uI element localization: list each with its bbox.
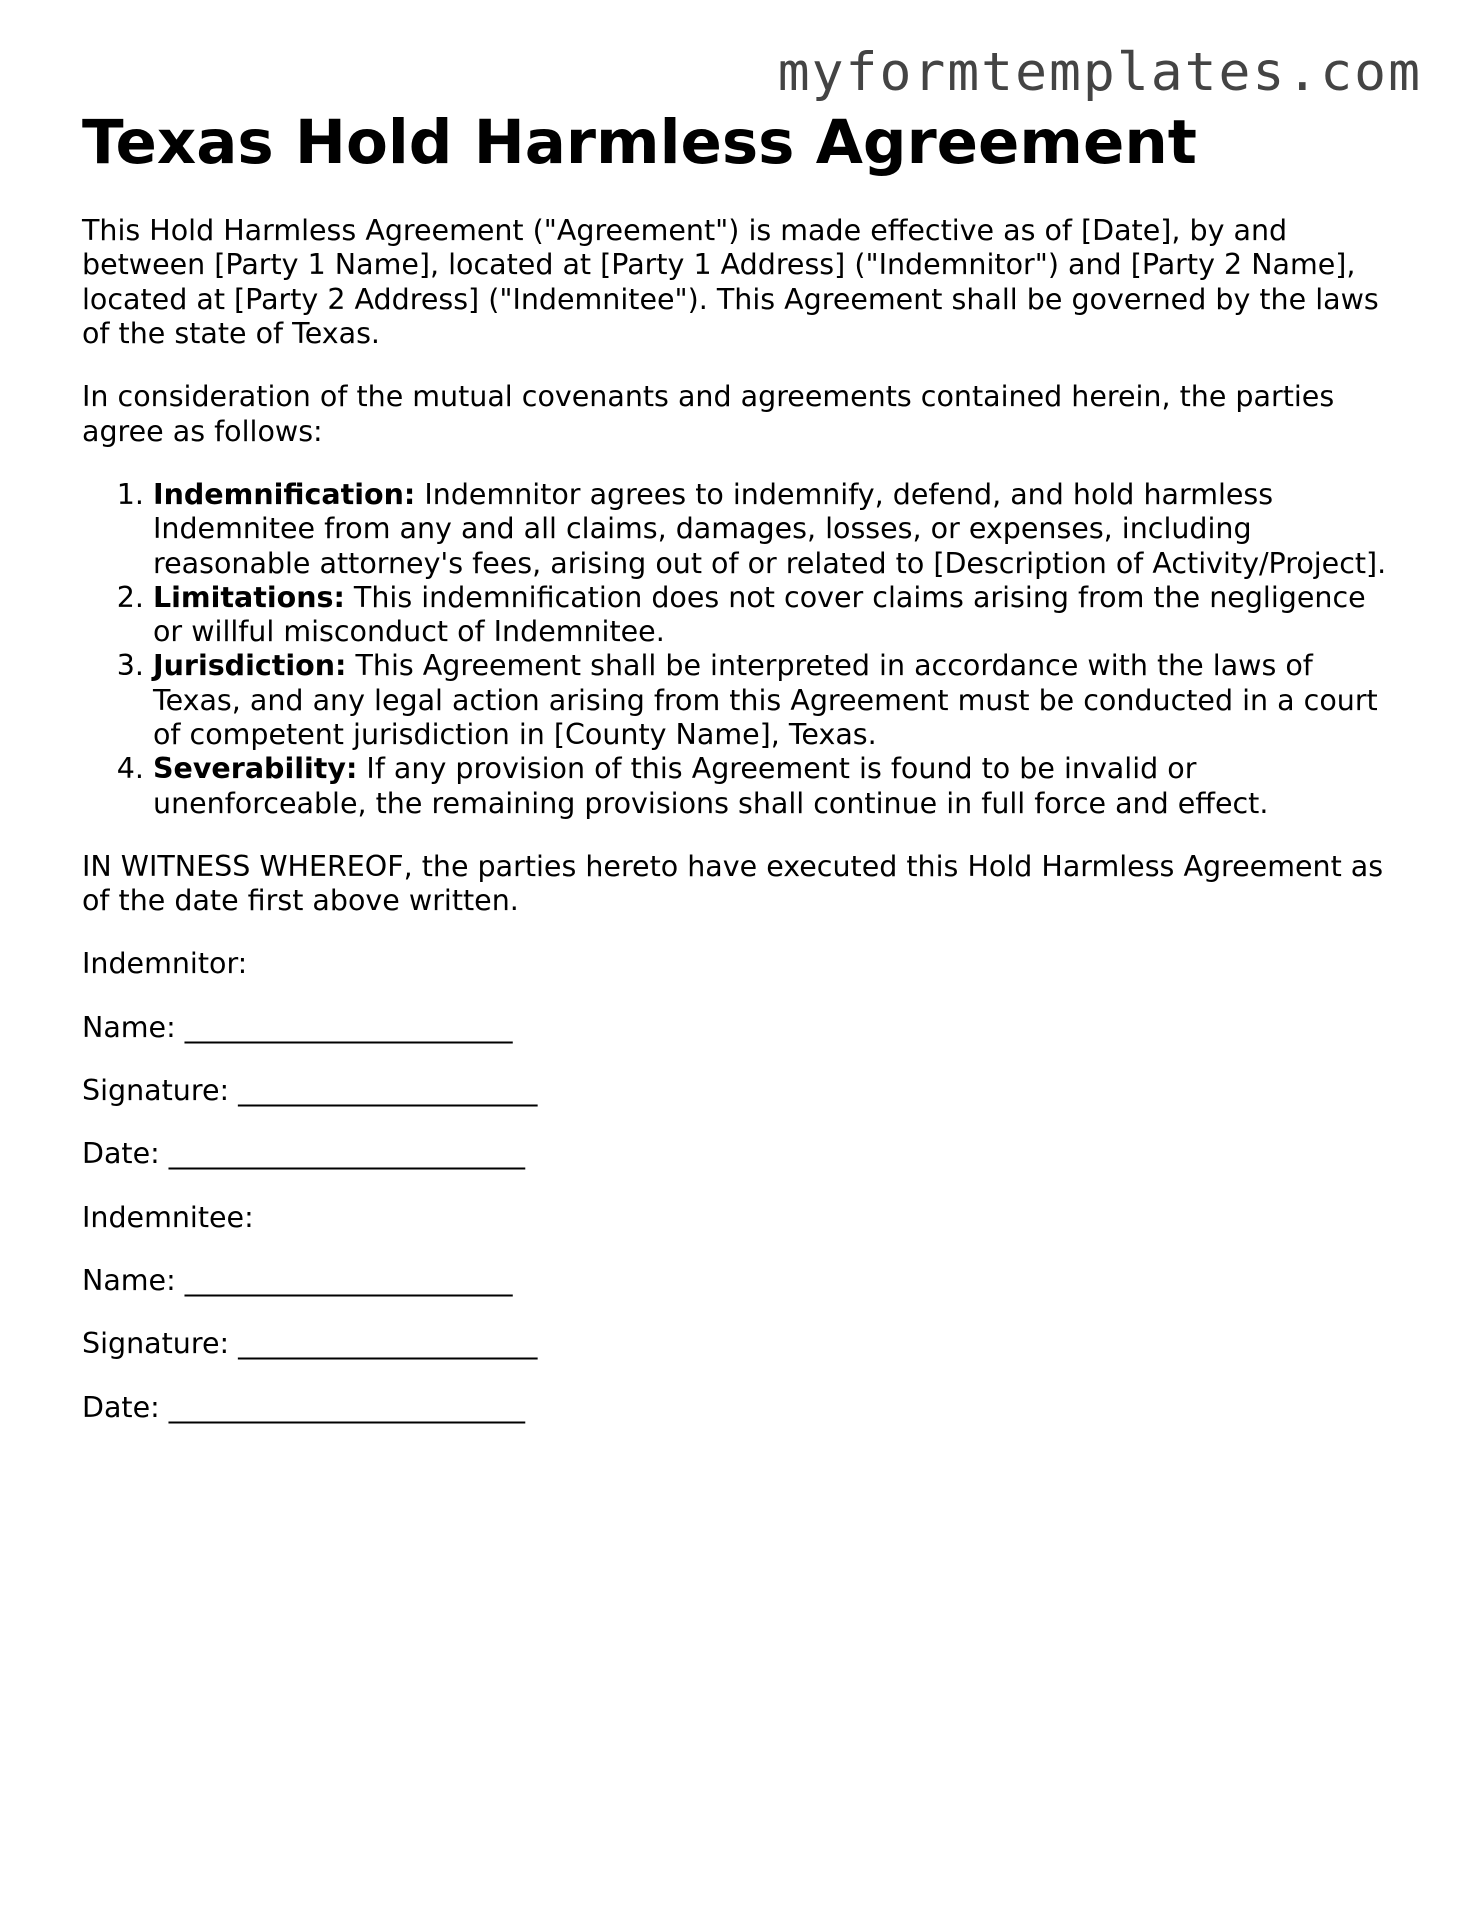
indemnitee-name-line: Name: _______________________ xyxy=(82,1263,513,1297)
clause-heading: Severability: xyxy=(153,752,358,786)
clause-indemnification xyxy=(153,478,1402,581)
document-page xyxy=(82,108,1402,1425)
clause-heading: Jurisdiction: xyxy=(153,649,347,683)
consideration-paragraph: In consideration of the mutual covenants and agreements contained herein, the parties agree as follows: xyxy=(82,380,1335,448)
indemnitee-date-line: Date: _________________________ xyxy=(82,1390,526,1424)
clause-severability xyxy=(153,752,1402,821)
intro-paragraph: This Hold Harmless Agreement ("Agreement") is made effective as of [Date], by and between [Party 1 Name], located at [Party 1 Address] ("Indemnitor") and [Party 2 Name], located at [Party 2 Address] ("Indemnitee"). This Agreement shall be governed by the laws of the state of Texas. xyxy=(82,214,1379,351)
clause-heading: Indemnification: xyxy=(153,477,416,511)
clause-text: This indemnification does not cover claims arising from the negligence or willful misconduct of Indemnitee. xyxy=(153,580,1366,649)
clause-jurisdiction xyxy=(153,649,1402,752)
clause-list xyxy=(82,478,1402,821)
document-title: Texas Hold Harmless Agreement xyxy=(82,107,1197,178)
clause-text: If any provision of this Agreement is found to be invalid or unenforceable, the remaining provisions shall continue in full force and effect. xyxy=(153,752,1269,820)
witness-paragraph: IN WITNESS WHEREOF, the parties hereto have executed this Hold Harmless Agreement as of the date first above written. xyxy=(82,849,1384,918)
indemnitor-signature-block xyxy=(82,947,1402,1171)
clause-text: This Agreement shall be interpreted in accordance with the laws of Texas, and any legal action arising from this Agreement must be conducted in a court of competent jurisdiction in [County Name], Texas. xyxy=(153,649,1378,751)
clause-text: Indemnitor agrees to indemnify, defend, and hold harmless Indemnitee from any and all claims, damages, losses, or expenses, including reasonable attorney's fees, arising out of or related to [Description of Activity/Project]. xyxy=(153,477,1387,580)
indemnitor-name-line: Name: _______________________ xyxy=(82,1010,513,1044)
watermark: myformtemplates.com xyxy=(777,42,1422,103)
clause-heading: Limitations: xyxy=(153,580,345,614)
indemnitee-signature-line: Signature: _____________________ xyxy=(82,1327,538,1361)
indemnitor-signature-line: Signature: _____________________ xyxy=(82,1074,538,1108)
clause-limitations xyxy=(153,581,1402,650)
indemnitee-label: Indemnitee: xyxy=(82,1200,254,1234)
indemnitor-date-line: Date: _________________________ xyxy=(82,1137,526,1171)
indemnitee-signature-block xyxy=(82,1201,1402,1425)
indemnitor-label: Indemnitor: xyxy=(82,947,248,981)
